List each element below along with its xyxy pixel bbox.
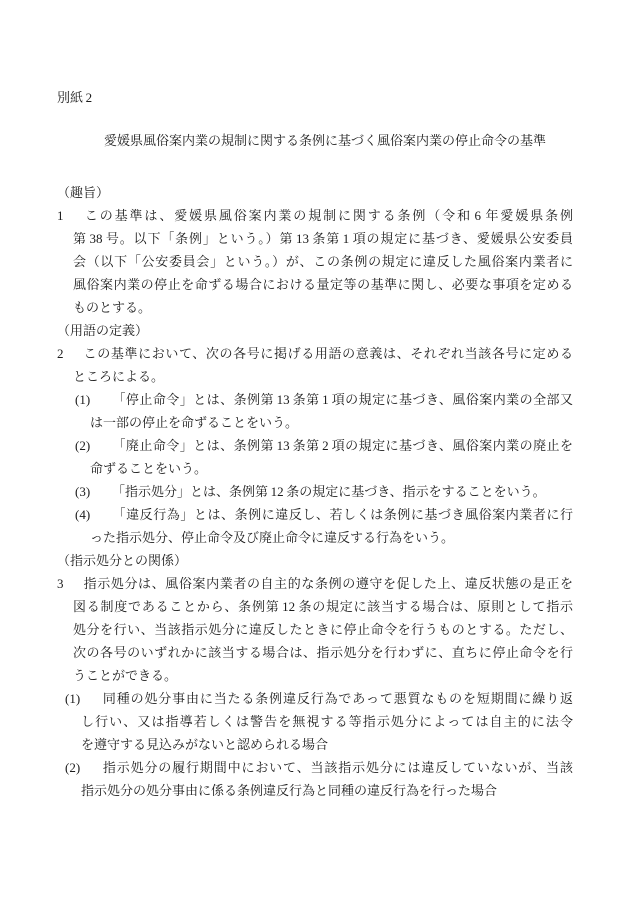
item-number: (3)	[75, 484, 91, 499]
section-heading-relation: （指示処分との関係）	[57, 553, 188, 568]
line-text: この基準において、次の各号に掲げる用語の意義は、それぞれ当該各号に定める	[83, 346, 573, 361]
line-text: 指示処分の履行期間中において、当該指示処分には違反していないが、当該	[102, 760, 573, 775]
paragraph-line: 図る制度であることから、条例第 12 条の規定に該当する場合は、原則として指示	[73, 599, 573, 614]
item-line: は一部の停止を命ずることをいう。	[90, 415, 299, 430]
document-title: 愛媛県風俗案内業の規制に関する条例に基づく風俗案内業の停止命令の基準	[104, 133, 547, 148]
item-line	[57, 434, 573, 457]
line-text: 「指示処分」とは、条例第 12 条の規定に基づき、指示をすることをいう。	[112, 484, 546, 499]
attachment-label: 別紙 2	[57, 90, 93, 105]
paragraph-line: 風俗案内業の停止を命ずる場合における量定等の基準に関し、必要な事項を定める	[73, 277, 573, 292]
item-number: (4)	[75, 507, 91, 522]
paragraph-number: 3	[57, 576, 64, 591]
paragraph-line: 処分を行い、当該指示処分に違反したときに停止命令を行うものとする。ただし、	[73, 622, 573, 637]
line-text: 同種の処分事由に当たる条例違反行為であって悪質なものを短期間に繰り返	[102, 691, 573, 706]
item-line	[57, 687, 573, 710]
item-line: し行い、又は指導若しくは警告を無視する等指示処分によっては自主的に法令	[81, 714, 573, 729]
item-number: (2)	[65, 760, 81, 775]
line-text: 「廃止命令」とは、条例第 13 条第 2 項の規定に基づき、風俗案内業の廃止を	[112, 438, 573, 453]
section-heading-definitions: （用語の定義）	[57, 323, 149, 338]
item-line	[57, 388, 573, 411]
paragraph-number: 1	[57, 208, 64, 223]
item-line	[57, 756, 573, 779]
paragraph-number: 2	[57, 346, 64, 361]
paragraph-line: 第 38 号。以下「条例」という。）第 13 条第 1 項の規定に基づき、愛媛県公安委員	[73, 231, 573, 246]
item-line: 命ずることをいう。	[90, 461, 208, 476]
item-number: (1)	[75, 392, 91, 407]
paragraph-line	[57, 204, 573, 227]
item-line	[57, 480, 573, 503]
item-line: を遵守する見込みがないと認められる場合	[81, 737, 329, 752]
paragraph-line: ものとする。	[73, 300, 152, 315]
item-line	[57, 503, 573, 526]
paragraph-line: ところによる。	[73, 369, 165, 384]
line-text: 「違反行為」とは、条例に違反し、若しくは条例に基づき風俗案内業者に行	[112, 507, 573, 522]
document-body	[57, 86, 573, 802]
section-heading-purpose: （趣旨）	[57, 185, 110, 200]
paragraph-line: うことができる。	[73, 668, 178, 683]
item-line: った指示処分、停止命令及び廃止命令に違反する行為をいう。	[90, 530, 455, 545]
line-text: 「停止命令」とは、条例第 13 条第 1 項の規定に基づき、風俗案内業の全部又	[112, 392, 573, 407]
item-number: (2)	[75, 438, 91, 453]
paragraph-line	[57, 572, 573, 595]
line-text: この基準は、愛媛県風俗案内業の規制に関する条例（令和 6 年愛媛県条例	[83, 208, 573, 223]
item-line: 指示処分の処分事由に係る条例違反行為と同種の違反行為を行った場合	[81, 783, 498, 798]
line-text: 指示処分は、風俗案内業者の自主的な条例の遵守を促した上、違反状態の是正を	[83, 576, 573, 591]
paragraph-line: 次の各号のいずれかに該当する場合は、指示処分を行わずに、直ちに停止命令を行	[73, 645, 573, 660]
paragraph-line: 会（以下「公安委員会」という。）が、この条例の規定に違反した風俗案内業者に	[73, 254, 573, 269]
item-number: (1)	[65, 691, 81, 706]
paragraph-line	[57, 342, 573, 365]
